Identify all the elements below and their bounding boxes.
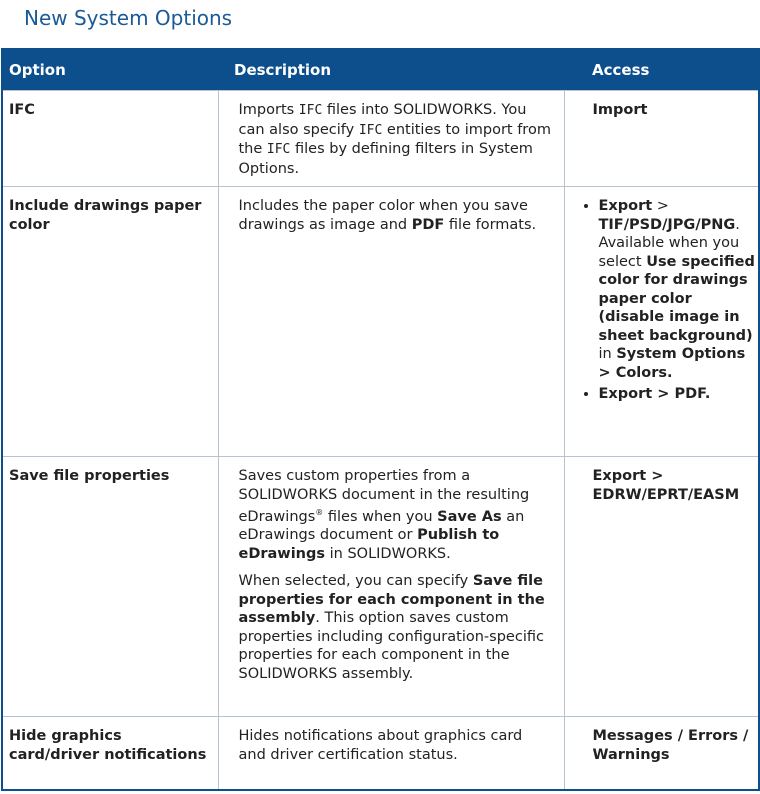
description-paper-color: Includes the paper color when you save drawings as image and PDF file formats. <box>218 187 564 457</box>
option-graphics-notifications: Hide graphics card/driver notifications <box>2 717 218 791</box>
system-options-table <box>1 48 760 791</box>
option-paper-color: Include drawings paper color <box>2 187 218 457</box>
row-ifc <box>2 91 759 187</box>
header-description: Description <box>218 49 564 91</box>
access-file-properties: Export > EDRW/EPRT/EASM <box>564 457 759 717</box>
row-paper-color <box>2 187 759 457</box>
option-file-properties: Save file properties <box>2 457 218 717</box>
description-ifc: Imports IFC files into SOLIDWORKS. You can also specify IFC entities to import from the IFC files by defining filters in System Options. <box>218 91 564 187</box>
row-graphics-notifications <box>2 717 759 791</box>
access-ifc: Import <box>564 91 759 187</box>
page-title: New System Options <box>24 6 233 30</box>
access-graphics-notifications: Messages / Errors / Warnings <box>564 717 759 791</box>
description-paragraph-2: When selected, you can specify Save file properties for each component in the assembly. This option saves custom properties including configuration-specific properties for each component in the SOLIDWORKS assembly. <box>238 573 545 682</box>
table-header-row <box>2 49 759 91</box>
access-item-export-pdf: • Export > PDF. <box>599 385 757 404</box>
description-file-properties <box>218 457 564 717</box>
description-graphics-notifications: Hides notifications about graphics card and driver certification status. <box>218 717 564 791</box>
access-item-export-image: • Export > TIF/PSD/JPG/PNG. Available when you select Use specified color for drawings paper color (disable image in sheet background) in System Options > Colors. <box>599 197 757 382</box>
row-file-properties <box>2 457 759 717</box>
access-list <box>579 197 757 404</box>
header-option: Option <box>2 49 218 91</box>
option-ifc: IFC <box>2 91 218 187</box>
access-paper-color <box>564 187 759 457</box>
description-paragraph-1: Saves custom properties from a SOLIDWORKS document in the resulting eDrawings® files when you Save As an eDrawings document or Publish to eDrawings in SOLIDWORKS. <box>238 468 530 562</box>
header-access: Access <box>564 49 759 91</box>
